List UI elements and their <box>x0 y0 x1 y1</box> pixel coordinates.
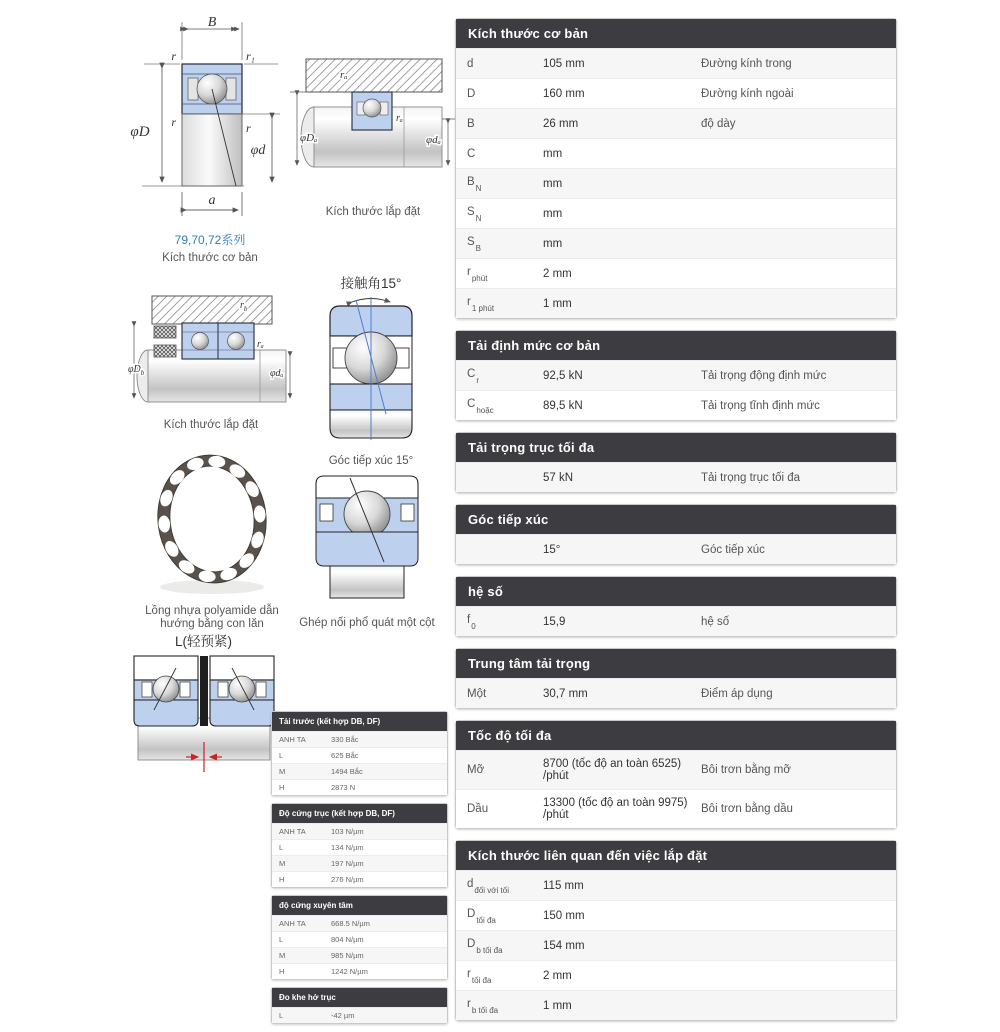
mini-row-label: H <box>279 875 285 884</box>
dim-phida-label: φdₐ <box>426 134 441 146</box>
spec-card-title: Trung tâm tải trọng <box>456 649 896 678</box>
spec-row-value: 15° <box>543 543 561 556</box>
spec-row-value: 105 mm <box>543 57 585 70</box>
spec-row-value: 57 kN <box>543 471 574 484</box>
mini-table <box>271 803 448 888</box>
dim-ra-shaft-label: rₐ <box>396 113 403 124</box>
spec-row-label-sub: b tối đa <box>476 945 503 955</box>
spec-row-desc: hệ số <box>701 615 730 628</box>
mounting-single-caption: Kích thước lắp đặt <box>325 206 421 218</box>
spec-row-value: 92,5 kN <box>543 369 583 382</box>
spec-row <box>456 678 896 708</box>
mini-row <box>272 855 447 871</box>
spec-card-title: hệ số <box>456 577 896 606</box>
spec-card-title: Tốc độ tối đa <box>456 721 896 750</box>
mini-row <box>272 731 447 747</box>
spec-row <box>456 750 896 789</box>
basic-dimensions-caption: Kích thước cơ bản <box>162 252 258 264</box>
spec-row <box>456 228 896 258</box>
spec-row-label: C <box>467 147 476 160</box>
diagram-cage-photo <box>138 446 286 630</box>
mini-row <box>272 823 447 839</box>
mini-row-value: 668.5 N/µm <box>331 919 370 928</box>
dim-phida-label: φdₐ <box>270 368 284 379</box>
spec-row <box>456 606 896 636</box>
spec-card-title: Góc tiếp xúc <box>456 505 896 534</box>
spec-row-desc: Đường kính ngoài <box>701 87 794 100</box>
spec-card-title: Kích thước cơ bản <box>456 19 896 48</box>
mini-row-value: 625 Bắc <box>331 751 359 760</box>
spec-row-label-sub: N <box>475 213 482 223</box>
contact-angle-cn-label: 接触角15° <box>340 276 402 291</box>
mounting-duplex-drawing <box>126 294 296 406</box>
spec-row-value: 115 mm <box>543 879 584 892</box>
mini-row-value: 1494 Bắc <box>331 767 363 776</box>
spec-card-title: Kích thước liên quan đến việc lắp đặt <box>456 841 896 870</box>
spec-row-desc: Đường kính trong <box>701 57 792 70</box>
mini-row-label: M <box>279 951 286 960</box>
mini-row <box>272 931 447 947</box>
spec-row-value: mm <box>543 237 563 250</box>
spec-row-value: 30,7 mm <box>543 687 588 700</box>
spec-row-label: $r_{phút}$ <box>467 266 488 283</box>
spec-card <box>455 18 897 319</box>
mini-row-label: M <box>279 767 286 776</box>
spec-card <box>455 576 897 637</box>
spec-row-value: 89,5 kN <box>543 399 583 412</box>
spec-row-label: Dầu <box>467 803 489 815</box>
spec-row-label: $r_{tối đa}$ <box>467 968 492 985</box>
series-label: 79,70,72系列 <box>174 233 246 247</box>
spec-row-label: $f_0$ <box>467 614 476 631</box>
spec-row-desc: độ dày <box>701 117 736 130</box>
spec-row <box>456 990 896 1020</box>
mini-table-title: độ cứng xuyên tâm <box>272 896 447 915</box>
spec-row-label: $D_{b tối đa}$ <box>467 938 503 955</box>
spec-row-label: $S_B$ <box>467 236 482 253</box>
mini-tables <box>271 711 448 1031</box>
mini-row <box>272 747 447 763</box>
spec-row-value: 1 mm <box>543 999 572 1012</box>
cage-caption-line1: Lồng nhựa polyamide dẫn <box>145 605 279 617</box>
mini-row <box>272 963 447 979</box>
dim-r-mid-right: r <box>246 121 251 135</box>
diagram-preload-pair <box>126 630 281 787</box>
mini-row <box>272 871 447 887</box>
diagram-basic-dimensions <box>122 16 298 264</box>
spec-card <box>455 840 897 1021</box>
spec-row-value: 160 mm <box>543 87 585 100</box>
spec-card-title: Tải định mức cơ bản <box>456 331 896 360</box>
spec-row-label-sub: 0 <box>471 621 476 631</box>
spec-row <box>456 138 896 168</box>
cage-image <box>140 446 285 596</box>
mini-row-value: 1242 N/µm <box>331 967 368 976</box>
spec-row-value: mm <box>543 147 563 160</box>
spec-row-value: mm <box>543 177 563 190</box>
spec-row <box>456 789 896 828</box>
spec-card <box>455 432 897 493</box>
mini-row-value: 985 N/µm <box>331 951 364 960</box>
spec-row-value: mm <box>543 207 563 220</box>
spec-row-value: 8700 (tốc độ an toàn 6525) /phút <box>543 758 682 782</box>
spec-card <box>455 720 897 829</box>
spec-row <box>456 48 896 78</box>
spec-row-label-sub: 1 phút <box>471 303 495 313</box>
spec-row <box>456 78 896 108</box>
spec-row <box>456 108 896 138</box>
spec-row-desc: Góc tiếp xúc <box>701 543 765 556</box>
spec-row-label-sub: tối đa <box>471 975 492 985</box>
mini-row-label: M <box>279 859 286 868</box>
cage-caption-line2: hướng bằng con lăn <box>160 618 264 630</box>
mini-row-value: 276 N/µm <box>331 875 364 884</box>
mini-table-title: Độ cứng trục (kết hợp DB, DF) <box>272 804 447 823</box>
spec-row <box>456 534 896 564</box>
spec-row-desc: Bôi trơn bằng dầu <box>701 803 793 815</box>
spec-row-label-sub: b tối đa <box>471 1005 499 1015</box>
diagram-mounting-single <box>288 55 458 218</box>
dim-phiDb-label: $\varphi D_b$ <box>128 364 145 377</box>
mini-row <box>272 1007 447 1023</box>
spec-row <box>456 930 896 960</box>
mini-row-value: -42 µm <box>331 1011 355 1020</box>
spec-row-label: $C_{hoặc}$ <box>467 398 494 415</box>
spec-row-label-sub: B <box>475 243 482 253</box>
mini-table-title: Tải trước (kết hợp DB, DF) <box>272 712 447 731</box>
dim-rb-label: $r_b$ <box>240 300 248 313</box>
spec-row-label: Một <box>467 687 487 700</box>
spec-row <box>456 198 896 228</box>
mini-row-label: H <box>279 967 285 976</box>
mini-row <box>272 915 447 931</box>
mini-row-value: 103 N/µm <box>331 827 364 836</box>
mini-row-value: 330 Bắc <box>331 735 359 744</box>
spec-row-label: d <box>467 57 474 70</box>
spec-row-label: $r_{1 phút}$ <box>467 296 495 313</box>
spec-row-label-sub: tối đa <box>476 915 496 925</box>
mini-row-value: 2873 N <box>331 783 356 792</box>
dim-phiDa-label: φDₐ <box>300 132 318 144</box>
dim-B-label: B <box>207 15 217 30</box>
spec-row <box>456 390 896 420</box>
spec-row-value: 154 mm <box>543 939 585 952</box>
mini-table <box>271 711 448 796</box>
dim-r-top-left: r <box>171 49 176 63</box>
spec-row-label-sub: đối với tối <box>474 885 509 895</box>
mini-row-label: ANH TA <box>279 735 306 744</box>
spec-row-label-sub: r <box>476 375 479 385</box>
universal-single-drawing <box>310 472 425 600</box>
mini-row-label: L <box>279 843 284 852</box>
spec-tables <box>455 18 897 1032</box>
spec-row-label: D <box>467 87 476 100</box>
spec-row <box>456 462 896 492</box>
spec-card-title: Tải trọng trục tối đa <box>456 433 896 462</box>
spec-row-label-sub: hoặc <box>476 405 494 415</box>
spec-row-label: Mỡ <box>467 764 485 776</box>
spec-row <box>456 168 896 198</box>
spec-row-label: $d_{đối với tối}$ <box>467 878 509 895</box>
mini-row <box>272 947 447 963</box>
spec-row-value: 150 mm <box>543 909 585 922</box>
mini-row-value: 804 N/µm <box>331 935 364 944</box>
spec-row-value: 26 mm <box>543 117 579 130</box>
mini-row-label: H <box>279 783 285 792</box>
spec-row <box>456 288 896 318</box>
spec-row-desc: Điểm áp dụng <box>701 687 773 700</box>
spec-row-value: 2 mm <box>543 267 572 280</box>
spec-row-desc: Tải trọng tĩnh định mức <box>701 399 820 412</box>
preload-cn-label: L(轻预紧) <box>175 634 232 649</box>
diagram-universal-single <box>292 472 442 629</box>
dim-ra-label: rₐ <box>257 339 264 350</box>
spec-row-label: $C_r$ <box>467 368 479 385</box>
spec-row-label: $S_N$ <box>467 206 482 223</box>
mini-row-value: 197 N/µm <box>331 859 364 868</box>
spec-row-label-sub: phút <box>471 273 488 283</box>
dim-r1-label: r₁ <box>246 49 255 63</box>
mini-row-label: L <box>279 1011 284 1020</box>
mini-row-label: L <box>279 935 284 944</box>
spec-row-value: 13300 (tốc độ an toàn 9975) /phút <box>543 797 688 821</box>
contact-angle-drawing <box>306 292 436 444</box>
contact-angle-caption: Góc tiếp xúc 15° <box>328 455 414 467</box>
dim-phid-label: φd <box>250 143 266 158</box>
spec-row-value: 15,9 <box>543 615 566 628</box>
mini-table-title: Đo khe hở trục <box>272 988 447 1007</box>
spec-row-label-sub: N <box>475 183 482 193</box>
spec-row-desc: Bôi trơn bằng mỡ <box>701 764 791 776</box>
spec-row-value: 2 mm <box>543 969 572 982</box>
mini-row-value: 134 N/µm <box>331 843 364 852</box>
mini-row <box>272 839 447 855</box>
spec-row <box>456 870 896 900</box>
mini-table <box>271 895 448 980</box>
spec-card <box>455 330 897 421</box>
mounting-single-drawing <box>288 55 458 189</box>
universal-single-caption: Ghép nối phổ quát một cột <box>299 617 435 629</box>
basic-dimensions-drawing <box>122 16 298 224</box>
mini-row <box>272 763 447 779</box>
spec-card <box>455 648 897 709</box>
diagram-mounting-duplex <box>126 294 296 431</box>
dim-ra-housing-label: rₐ <box>340 69 348 81</box>
preload-pair-drawing <box>128 650 280 782</box>
mini-row-label: L <box>279 751 284 760</box>
dim-a-label: a <box>208 193 216 208</box>
diagram-contact-angle <box>298 272 444 467</box>
spec-row-desc: Tải trọng trục tối đa <box>701 471 801 484</box>
spec-row-label: $B_N$ <box>467 176 482 193</box>
spec-card <box>455 504 897 565</box>
spec-row-label: $D_{tối đa}$ <box>467 908 496 925</box>
mini-row-label: ANH TA <box>279 827 306 836</box>
spec-row-label: $r_{b tối đa}$ <box>467 998 499 1015</box>
mounting-duplex-caption: Kích thước lắp đặt <box>163 419 259 431</box>
spec-row-label: B <box>467 117 475 130</box>
spec-row <box>456 360 896 390</box>
mini-row-label: ANH TA <box>279 919 306 928</box>
spec-row <box>456 960 896 990</box>
dim-phiD-label: φD <box>130 124 150 140</box>
spec-row-value: 1 mm <box>543 297 572 310</box>
spec-row-desc: Tải trọng động định mức <box>701 369 827 382</box>
mini-table <box>271 987 448 1024</box>
mini-row <box>272 779 447 795</box>
spec-row <box>456 900 896 930</box>
spec-row <box>456 258 896 288</box>
dim-r-mid-left: r <box>171 115 176 129</box>
